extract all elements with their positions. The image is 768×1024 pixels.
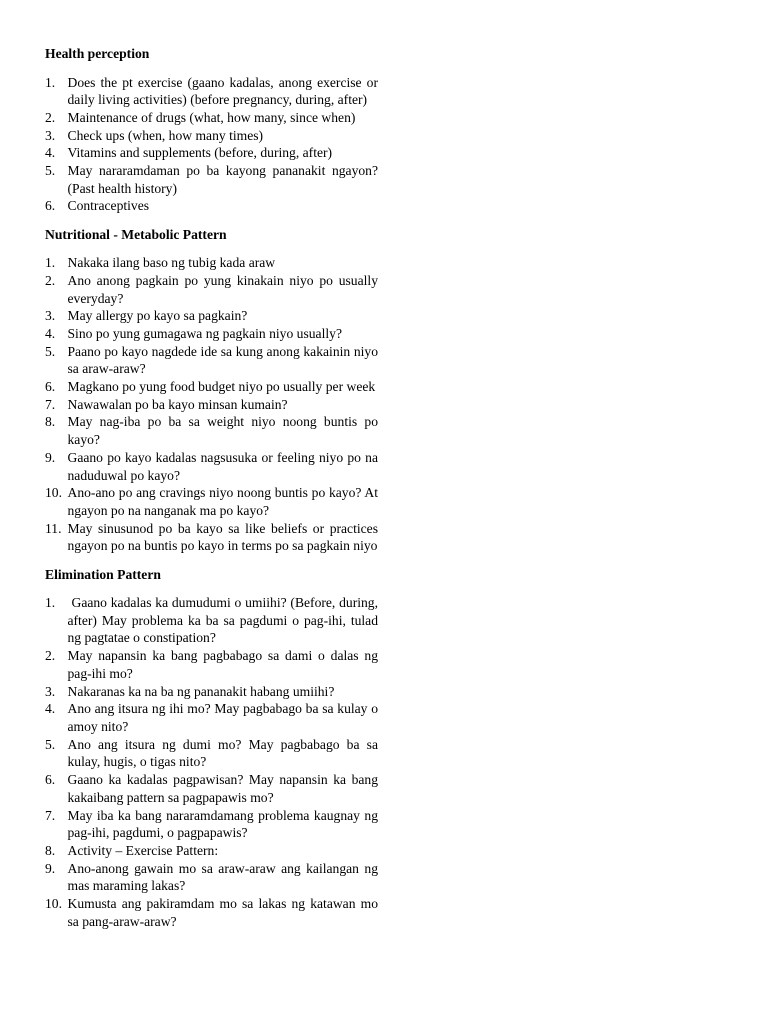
- item-text: Ano ang itsura ng ihi mo? May pagbabago ba sa kulay o amoy nito?: [67, 701, 378, 734]
- item-text: Gaano kadalas ka dumudumi o umiihi? (Before, during, after) May problema ka ba sa pagdumi o pag-ihi, tulad ng pagtatae o constipation?: [67, 595, 378, 646]
- item-number: 9.: [45, 449, 56, 465]
- list-item: [45, 860, 378, 895]
- item-number: 5.: [45, 736, 56, 752]
- item-number: 4.: [45, 145, 56, 161]
- item-text: Gaano ka kadalas pagpawisan? May napansin ka bang kakaibang pattern sa pagpapawis mo?: [67, 772, 378, 805]
- item-text: Magkano po yung food budget niyo po usually per week: [67, 379, 376, 395]
- item-text: Ano-ano po ang cravings niyo noong buntis po kayo? At ngayon po na nanganak ma po kayo?: [67, 485, 378, 518]
- section-heading: Health perception: [45, 46, 150, 61]
- item-number: 3.: [45, 127, 56, 143]
- item-text: Sino po yung gumagawa ng pagkain niyo usually?: [67, 325, 342, 341]
- item-text: May napansin ka bang pagbabago sa dami o dalas ng pag-ihi mo?: [67, 648, 378, 681]
- item-text: Vitamins and supplements (before, during, after): [67, 145, 333, 161]
- list-item: [45, 109, 378, 127]
- item-number: 11.: [45, 520, 62, 536]
- item-text: Check ups (when, how many times): [67, 127, 264, 143]
- item-text: May nararamdaman po ba kayong pananakit ngayon? (Past health history): [67, 163, 378, 196]
- list-item: [45, 771, 378, 806]
- item-text: May sinusunod po ba kayo sa like beliefs or practices ngayon po na buntis po kayo in terms po sa pagkain niyo: [67, 520, 378, 554]
- list-item: [45, 74, 378, 109]
- item-text: Kumusta ang pakiramdam mo sa lakas ng katawan mo sa pang-araw-araw?: [67, 896, 378, 929]
- item-text: Paano po kayo nagdede ide sa kung anong kakainin niyo sa araw-araw?: [67, 343, 378, 377]
- item-text: Does the pt exercise (gaano kadalas, anong exercise or daily living activities) (before pregnancy, during, after): [67, 74, 378, 108]
- list-item: [45, 520, 378, 555]
- item-number: 9.: [45, 860, 56, 876]
- list-item: [45, 807, 378, 842]
- item-number: 4.: [45, 325, 56, 341]
- item-number: 7.: [45, 396, 56, 412]
- section-nutritional-metabolic: [45, 225, 378, 555]
- list-item: [45, 254, 378, 272]
- item-number: 6.: [45, 379, 56, 395]
- list-item: [45, 449, 378, 484]
- list-item: [45, 396, 378, 414]
- list-item: [45, 378, 378, 396]
- section-health-perception: [45, 44, 378, 215]
- item-number: 3.: [45, 683, 56, 699]
- item-number: 2.: [45, 648, 56, 664]
- list-item: [45, 307, 378, 325]
- item-text: Contraceptives: [67, 198, 150, 214]
- list-item: [45, 272, 378, 307]
- list-item: [45, 484, 378, 519]
- item-number: 2.: [45, 272, 56, 288]
- item-number: 2.: [45, 109, 56, 125]
- item-number: 10.: [45, 485, 62, 501]
- item-text: Gaano po kayo kadalas nagsusuka or feeling niyo po na naduduwal po kayo?: [67, 449, 378, 483]
- item-number: 6.: [45, 198, 56, 214]
- list-item: [45, 162, 378, 197]
- item-number: 8.: [45, 842, 56, 858]
- list-item: [45, 343, 378, 378]
- item-number: 1.: [45, 255, 56, 271]
- item-text: May iba ka bang nararamdamang problema kaugnay ng pag-ihi, pagdumi, o pagpapawis?: [67, 807, 378, 841]
- item-text: Maintenance of drugs (what, how many, since when): [67, 109, 356, 125]
- item-text: May nag-iba po ba sa weight niyo noong buntis po kayo?: [67, 414, 378, 448]
- item-text: Activity – Exercise Pattern:: [67, 842, 219, 858]
- question-list: [45, 254, 378, 555]
- item-text: Nakaranas ka na ba ng pananakit habang umiihi?: [67, 683, 335, 699]
- item-text: Ano anong pagkain po yung kinakain niyo po usually everyday?: [67, 272, 378, 306]
- section-heading: Elimination Pattern: [45, 566, 161, 582]
- list-item: [45, 144, 378, 162]
- list-item: [45, 325, 378, 343]
- list-item: [45, 736, 378, 771]
- item-text: Nawawalan po ba kayo minsan kumain?: [67, 396, 288, 412]
- item-number: 10.: [45, 896, 62, 912]
- item-number: 1.: [45, 74, 56, 90]
- item-text: May allergy po kayo sa pagkain?: [67, 308, 248, 324]
- item-text: Ano-anong gawain mo sa araw-araw ang kailangan ng mas maraming lakas?: [67, 860, 378, 894]
- list-item: [45, 197, 378, 215]
- item-number: 5.: [45, 343, 56, 359]
- list-item: [45, 594, 378, 647]
- list-item: [45, 127, 378, 145]
- list-item: [45, 683, 378, 701]
- item-number: 5.: [45, 163, 56, 179]
- item-number: 8.: [45, 414, 56, 430]
- document-page: [45, 44, 378, 930]
- question-list: [45, 594, 378, 930]
- item-text: Nakaka ilang baso ng tubig kada araw: [67, 255, 276, 271]
- list-item: [45, 842, 378, 860]
- item-number: 3.: [45, 308, 56, 324]
- section-elimination: [45, 565, 378, 931]
- list-item: [45, 700, 378, 735]
- list-item: [45, 647, 378, 682]
- item-text: Ano ang itsura ng dumi mo? May pagbabago ba sa kulay, hugis, o tigas nito?: [67, 736, 378, 770]
- section-heading: Nutritional - Metabolic Pattern: [45, 226, 227, 242]
- list-item: [45, 413, 378, 448]
- item-number: 1.: [45, 595, 56, 611]
- item-number: 6.: [45, 772, 56, 788]
- question-list: [45, 74, 378, 216]
- list-item: [45, 895, 378, 930]
- item-number: 4.: [45, 701, 56, 717]
- item-number: 7.: [45, 807, 56, 823]
